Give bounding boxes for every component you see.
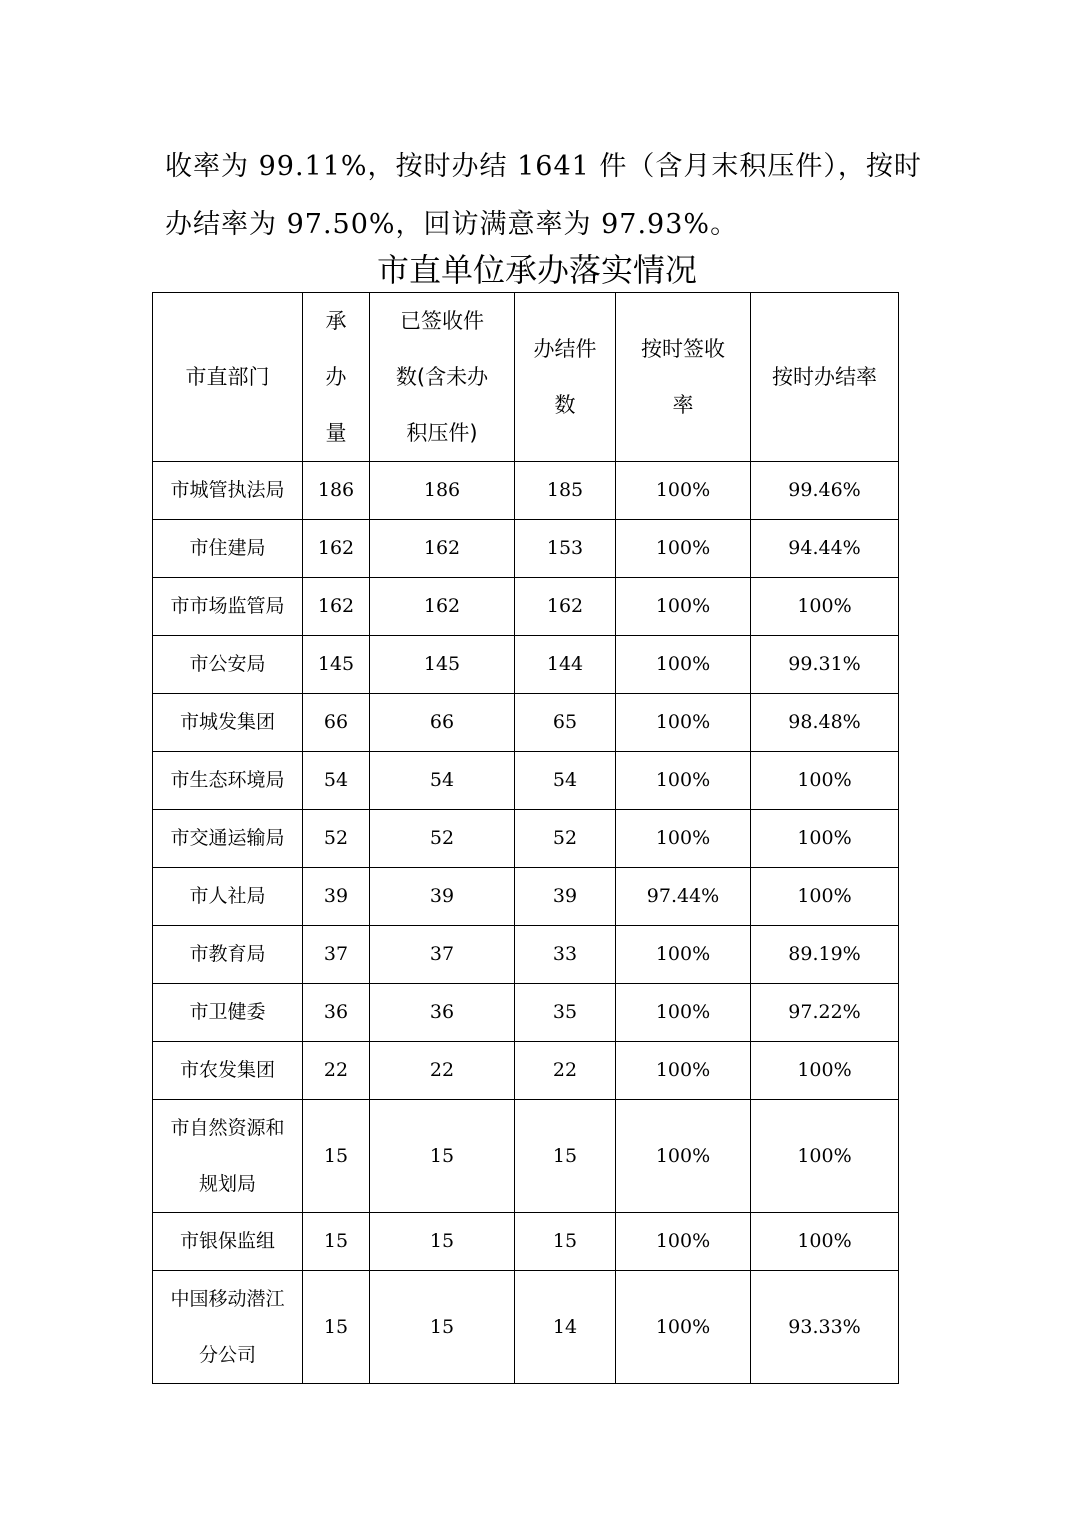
header-line: 市直部门 xyxy=(185,365,270,389)
cell-department xyxy=(153,810,303,868)
cell-signed: 37 xyxy=(370,926,515,984)
cell-volume: 54 xyxy=(303,752,370,810)
cell-ontime-sign-rate: 100% xyxy=(616,694,751,752)
department-line: 市教育局 xyxy=(189,943,266,965)
cell-completed: 52 xyxy=(515,810,616,868)
table-row xyxy=(153,810,899,868)
table-row xyxy=(153,752,899,810)
cell-signed: 162 xyxy=(370,520,515,578)
cell-signed: 145 xyxy=(370,636,515,694)
department-line: 市市场监管局 xyxy=(170,595,285,617)
cell-ontime-complete-rate: 99.46% xyxy=(751,462,899,520)
table-row xyxy=(153,1271,899,1384)
cell-ontime-complete-rate: 100% xyxy=(751,868,899,926)
cell-completed: 33 xyxy=(515,926,616,984)
department-line: 市农发集团 xyxy=(179,1059,275,1081)
cell-ontime-complete-rate: 100% xyxy=(751,1042,899,1100)
cell-ontime-sign-rate: 100% xyxy=(616,578,751,636)
cell-completed: 14 xyxy=(515,1271,616,1384)
department-line: 市交通运输局 xyxy=(170,827,285,849)
table-row xyxy=(153,462,899,520)
department-line: 分公司 xyxy=(198,1344,256,1366)
header-line: 已签收件 xyxy=(400,309,484,333)
header-line: 办 xyxy=(325,365,347,389)
cell-volume: 15 xyxy=(303,1213,370,1271)
cell-signed: 15 xyxy=(370,1213,515,1271)
cell-volume: 52 xyxy=(303,810,370,868)
cell-signed: 186 xyxy=(370,462,515,520)
cell-ontime-sign-rate: 100% xyxy=(616,1213,751,1271)
cell-ontime-sign-rate: 100% xyxy=(616,810,751,868)
cell-ontime-complete-rate: 100% xyxy=(751,810,899,868)
cell-ontime-sign-rate: 100% xyxy=(616,1100,751,1213)
cell-signed: 15 xyxy=(370,1271,515,1384)
cell-ontime-complete-rate: 93.33% xyxy=(751,1271,899,1384)
cell-department xyxy=(153,984,303,1042)
header-line: 办结件 xyxy=(533,337,597,361)
cell-signed: 22 xyxy=(370,1042,515,1100)
cell-signed: 36 xyxy=(370,984,515,1042)
department-line: 市公安局 xyxy=(189,653,266,675)
cell-volume: 15 xyxy=(303,1271,370,1384)
cell-ontime-sign-rate: 97.44% xyxy=(616,868,751,926)
table-row xyxy=(153,984,899,1042)
department-line: 市城发集团 xyxy=(179,711,275,733)
cell-ontime-sign-rate: 100% xyxy=(616,1271,751,1384)
cell-ontime-sign-rate: 100% xyxy=(616,926,751,984)
table-row xyxy=(153,868,899,926)
header-ontime-sign-rate xyxy=(616,293,751,462)
cell-department xyxy=(153,1042,303,1100)
cell-ontime-sign-rate: 100% xyxy=(616,752,751,810)
cell-completed: 153 xyxy=(515,520,616,578)
performance-table xyxy=(152,292,899,1384)
header-line: 按时签收 xyxy=(641,337,725,361)
cell-ontime-sign-rate: 100% xyxy=(616,1042,751,1100)
department-line: 市生态环境局 xyxy=(170,769,285,791)
cell-signed: 39 xyxy=(370,868,515,926)
cell-volume: 186 xyxy=(303,462,370,520)
cell-volume: 22 xyxy=(303,1042,370,1100)
cell-completed: 15 xyxy=(515,1100,616,1213)
cell-completed: 39 xyxy=(515,868,616,926)
cell-ontime-complete-rate: 99.31% xyxy=(751,636,899,694)
cell-completed: 144 xyxy=(515,636,616,694)
cell-department xyxy=(153,462,303,520)
cell-ontime-sign-rate: 100% xyxy=(616,984,751,1042)
cell-department xyxy=(153,926,303,984)
cell-department xyxy=(153,1213,303,1271)
cell-volume: 66 xyxy=(303,694,370,752)
cell-department xyxy=(153,1100,303,1213)
cell-ontime-complete-rate: 97.22% xyxy=(751,984,899,1042)
cell-department xyxy=(153,636,303,694)
cell-volume: 36 xyxy=(303,984,370,1042)
cell-department xyxy=(153,868,303,926)
cell-signed: 52 xyxy=(370,810,515,868)
cell-ontime-sign-rate: 100% xyxy=(616,462,751,520)
cell-ontime-complete-rate: 100% xyxy=(751,1213,899,1271)
header-department xyxy=(153,293,303,462)
cell-department xyxy=(153,752,303,810)
header-signed xyxy=(370,293,515,462)
table-row xyxy=(153,636,899,694)
cell-volume: 162 xyxy=(303,578,370,636)
header-line: 承 xyxy=(325,309,347,333)
cell-signed: 54 xyxy=(370,752,515,810)
department-line: 市城管执法局 xyxy=(170,479,285,501)
cell-ontime-complete-rate: 100% xyxy=(751,752,899,810)
cell-volume: 37 xyxy=(303,926,370,984)
header-line: 量 xyxy=(325,421,347,445)
department-line: 市银保监组 xyxy=(179,1230,275,1252)
cell-signed: 66 xyxy=(370,694,515,752)
cell-volume: 39 xyxy=(303,868,370,926)
cell-department xyxy=(153,1271,303,1384)
cell-ontime-complete-rate: 89.19% xyxy=(751,926,899,984)
department-line: 规划局 xyxy=(198,1173,256,1195)
intro-line-1: 收率为 99.11%，按时办结 1641 件（含月末积压件），按时 xyxy=(165,151,922,182)
cell-department xyxy=(153,520,303,578)
table-row xyxy=(153,926,899,984)
cell-ontime-complete-rate: 100% xyxy=(751,578,899,636)
cell-completed: 22 xyxy=(515,1042,616,1100)
header-line: 率 xyxy=(672,393,694,417)
intro-line-2: 办结率为 97.50%，回访满意率为 97.93%。 xyxy=(165,209,739,240)
table-row xyxy=(153,520,899,578)
table-title: 市直单位承办落实情况 xyxy=(376,251,697,289)
cell-ontime-complete-rate: 100% xyxy=(751,1100,899,1213)
cell-completed: 35 xyxy=(515,984,616,1042)
cell-completed: 15 xyxy=(515,1213,616,1271)
cell-completed: 185 xyxy=(515,462,616,520)
cell-completed: 54 xyxy=(515,752,616,810)
department-line: 市卫健委 xyxy=(189,1001,266,1023)
department-line: 市住建局 xyxy=(189,537,266,559)
cell-volume: 162 xyxy=(303,520,370,578)
department-line: 中国移动潜江 xyxy=(170,1288,285,1310)
department-line: 市自然资源和 xyxy=(170,1117,285,1139)
table-row xyxy=(153,694,899,752)
cell-ontime-complete-rate: 98.48% xyxy=(751,694,899,752)
cell-completed: 162 xyxy=(515,578,616,636)
header-line: 数(含未办 xyxy=(395,365,489,389)
cell-signed: 162 xyxy=(370,578,515,636)
header-completed xyxy=(515,293,616,462)
header-line: 积压件) xyxy=(406,421,478,445)
department-line: 市人社局 xyxy=(189,885,266,907)
table-row xyxy=(153,1100,899,1213)
cell-ontime-sign-rate: 100% xyxy=(616,520,751,578)
header-volume xyxy=(303,293,370,462)
table-header-row xyxy=(153,293,899,462)
cell-department xyxy=(153,694,303,752)
cell-department xyxy=(153,578,303,636)
table-row xyxy=(153,1042,899,1100)
cell-ontime-complete-rate: 94.44% xyxy=(751,520,899,578)
header-line: 按时办结率 xyxy=(772,365,877,389)
cell-signed: 15 xyxy=(370,1100,515,1213)
cell-completed: 65 xyxy=(515,694,616,752)
table-body xyxy=(153,462,899,1384)
cell-ontime-sign-rate: 100% xyxy=(616,636,751,694)
header-line: 数 xyxy=(554,393,576,417)
cell-volume: 15 xyxy=(303,1100,370,1213)
intro-paragraph xyxy=(165,138,925,254)
table-row xyxy=(153,578,899,636)
cell-volume: 145 xyxy=(303,636,370,694)
table-row xyxy=(153,1213,899,1271)
header-ontime-complete-rate xyxy=(751,293,899,462)
